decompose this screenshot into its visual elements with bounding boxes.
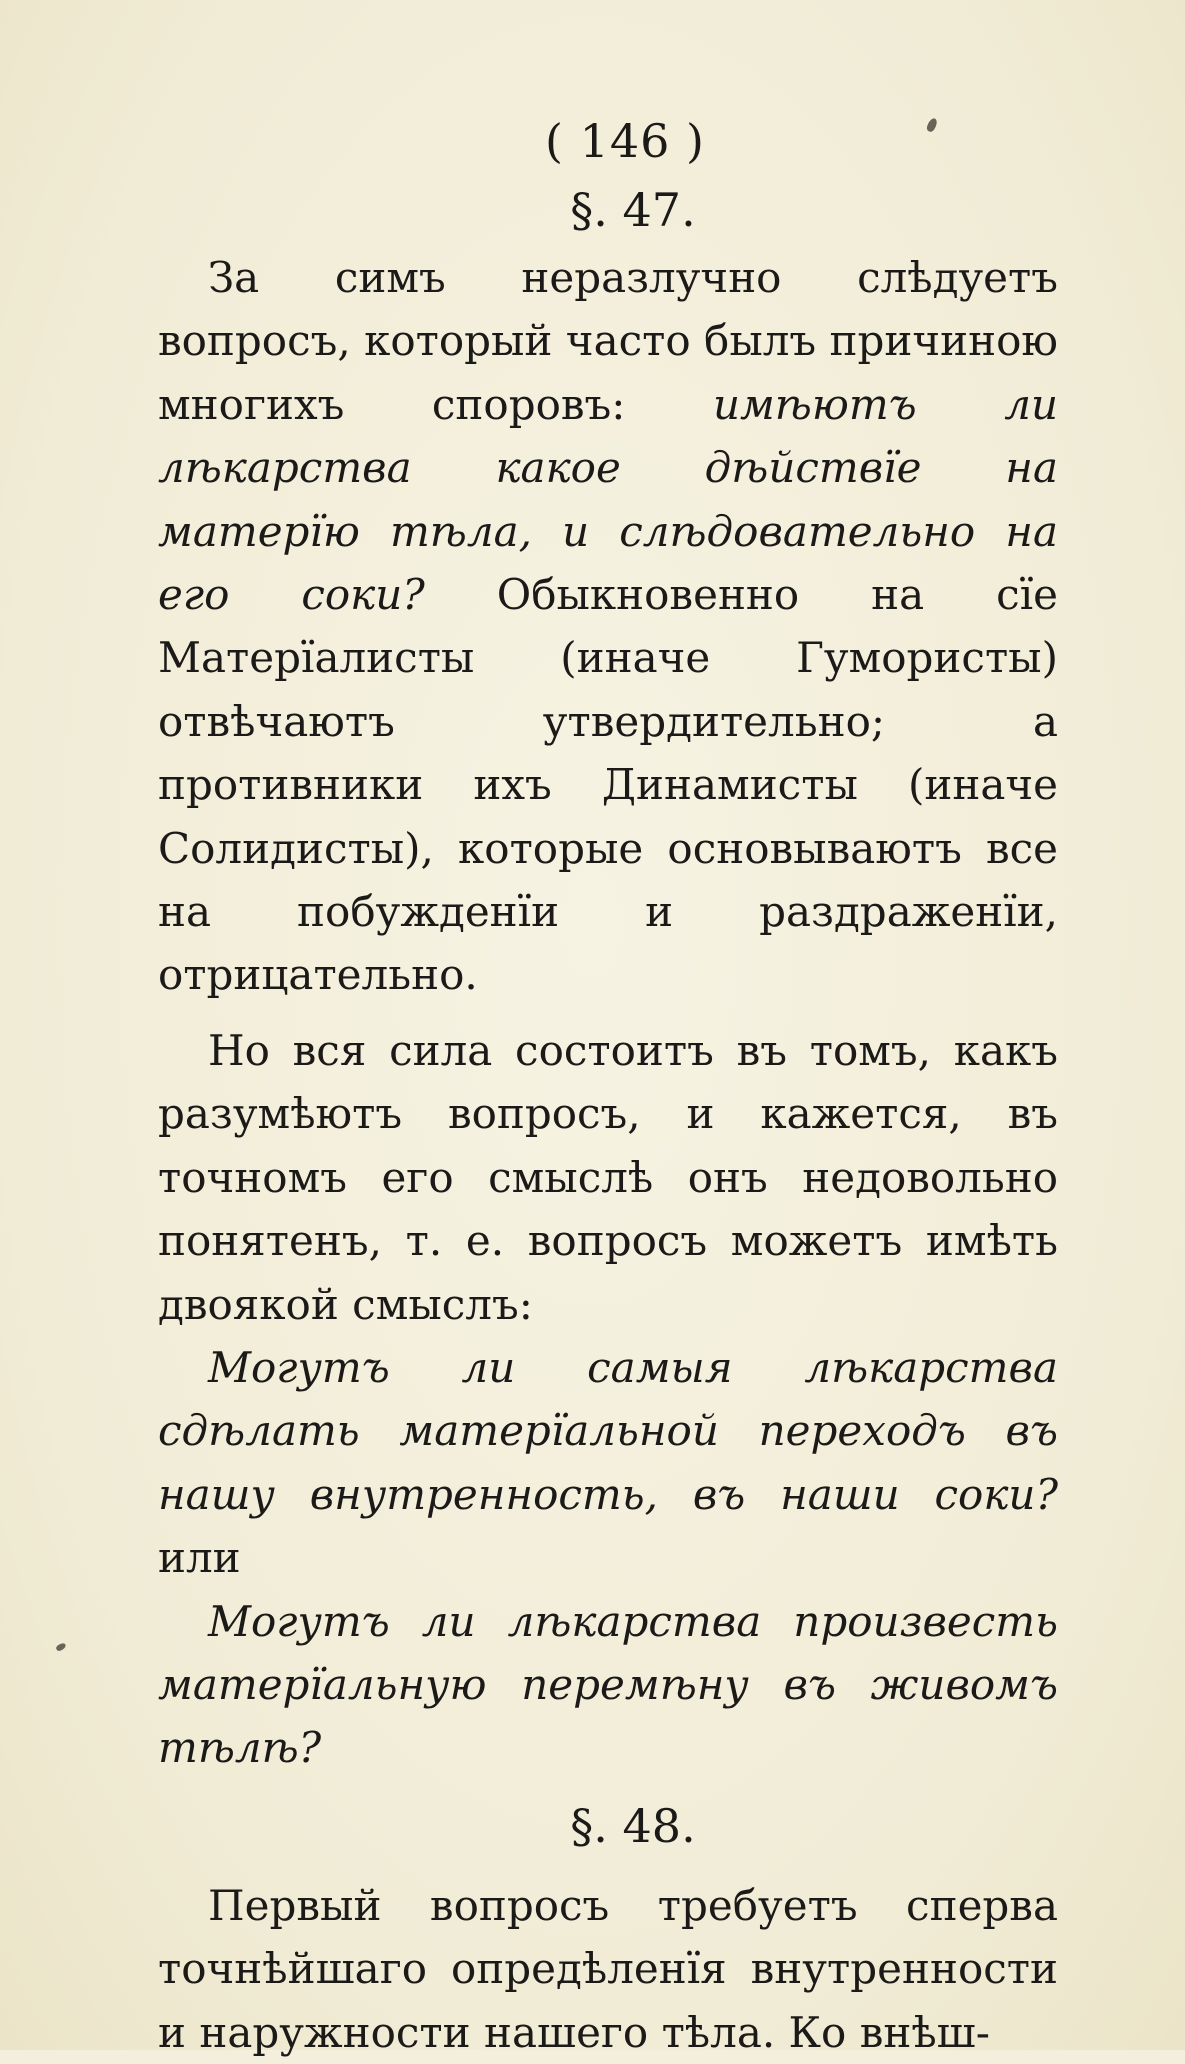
question-second [158,1590,1058,1780]
question-text: Могутъ ли лѣкарства произвесть матерїальную перемѣну въ живомъ тѣлѣ? [158,1596,1058,1773]
question-text: Могутъ ли самыя лѣкарства сдѣлать матерїальной переходъ въ нашу внутренность, въ наши соки? [158,1342,1058,1519]
paragraph-italic-question: имѣютъ ли лѣкарства какое дѣйствїе на матерїю тѣла, и слѣдовательно на его соки? [158,379,1058,620]
paragraph-text: За симъ неразлучно слѣдуетъ вопросъ, который часто былъ причиною многихъ споровъ: [158,253,1058,429]
section-heading-48: §. 48. [570,1798,696,1853]
paragraph-text: Но вся сила состоитъ въ томъ, какъ разумѣютъ вопросъ, и кажется, въ точномъ его смыслѣ онъ недовольно понятенъ, т. е. вопросъ можетъ имѣть двоякой смыслъ: [158,1025,1058,1329]
paragraph-text: Обыкновенно на сїе Матерїалисты (иначе Гумористы) отвѣчаютъ утвердительно; а противники ихъ Динамисты (иначе Солидисты), которые основываютъ все на побужденїи и раздраженїи, отрицательно. [158,570,1058,1000]
page-number: ( 146 ) [545,114,705,168]
paragraph [158,1019,1058,1336]
paragraph [158,1874,1058,2064]
ink-speck [55,1642,67,1652]
section-heading-47: §. 47. [570,183,696,237]
question-connector: или [158,1533,241,1583]
paragraph-text: Первый вопросъ требуетъ сперва точнѣйшаго опредѣленїя внутренности и наружности нашего тѣла. Ко внѣш- [158,1880,1058,2057]
paragraph [158,246,1058,1007]
question-first [158,1336,1058,1590]
text-block [158,108,1058,2064]
